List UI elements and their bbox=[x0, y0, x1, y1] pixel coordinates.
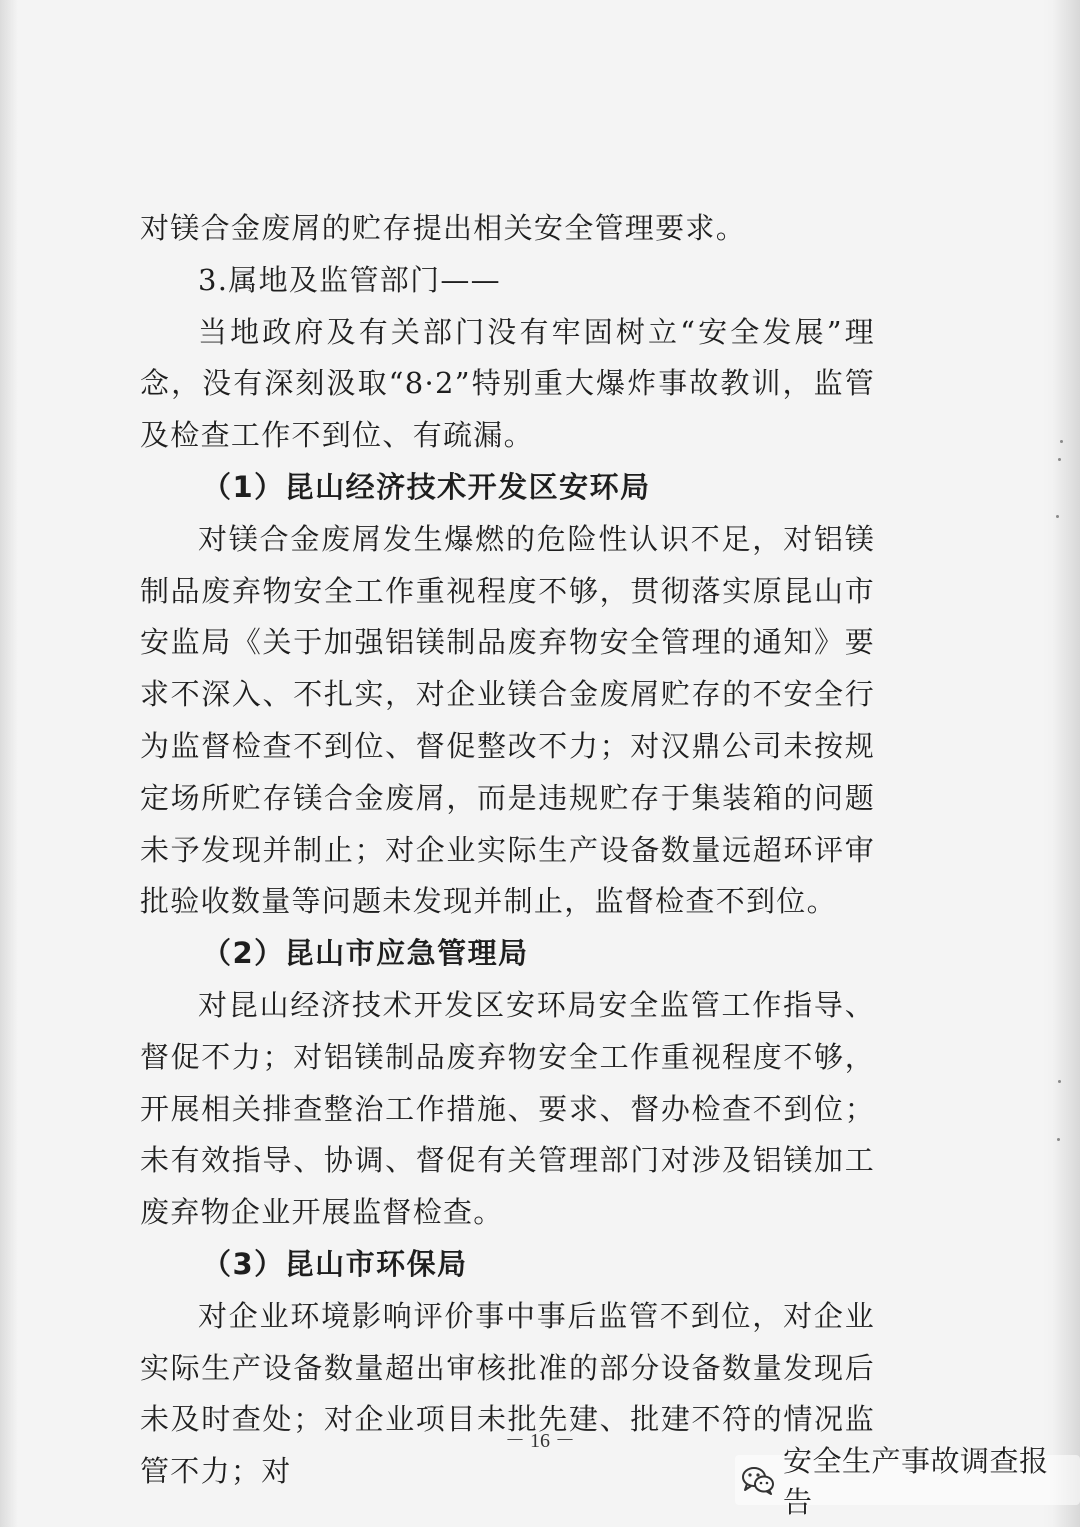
subsection-heading: （2）昆山市应急管理局 bbox=[202, 936, 529, 971]
subsection-heading: （1）昆山经济技术开发区安环局 bbox=[202, 469, 651, 504]
page-number: － 16 － bbox=[505, 1430, 575, 1452]
scan-speck bbox=[1060, 440, 1063, 443]
paragraph: 对企业环境影响评价事中事后监管不到位，对企业实际生产设备数量超出审核批准的部分设备数量发现后未及时查处；对企业项目未批先建、批建不符的情况监管不力；对 bbox=[140, 1298, 875, 1489]
paragraph: 对镁合金废屑的贮存提出相关安全管理要求。 bbox=[140, 211, 747, 245]
scan-speck bbox=[1056, 515, 1059, 518]
scan-speck bbox=[1057, 1138, 1060, 1141]
scan-right-edge bbox=[1040, 0, 1080, 1527]
wechat-watermark bbox=[735, 1444, 1080, 1519]
scan-speck bbox=[1058, 1080, 1061, 1083]
document-body bbox=[140, 203, 875, 1498]
wechat-icon bbox=[741, 1465, 775, 1495]
watermark-text: 安全生产事故调查报告 bbox=[783, 1444, 1049, 1519]
paragraph: 对镁合金废屑发生爆燃的危险性认识不足，对铝镁制品废弃物安全工作重视程度不够，贯彻落实原昆山市安监局《关于加强铝镁制品废弃物安全管理的通知》要求不深入、不扎实，对企业镁合金废屑贮存的不安全行为监督检查不到位、督促整改不力；对汉鼎公司未按规定场所贮存镁合金废屑，而是违规贮存于集装箱的问题未予发现并制止；对企业实际生产设备数量远超环评审批验收数量等问题未发现并制止，监督检查不到位。 bbox=[140, 521, 875, 919]
scan-left-edge bbox=[0, 0, 18, 1527]
subsection-heading: （3）昆山市环保局 bbox=[202, 1246, 468, 1281]
paragraph: 对昆山经济技术开发区安环局安全监管工作指导、督促不力；对铝镁制品废弃物安全工作重视程度不够，开展相关排查整治工作措施、要求、督办检查不到位；未有效指导、协调、督促有关管理部门对涉及铝镁加工废弃物企业开展监督检查。 bbox=[140, 987, 875, 1230]
section-title: 3.属地及监管部门—— bbox=[198, 262, 501, 297]
scan-speck bbox=[1058, 458, 1061, 461]
paragraph: 当地政府及有关部门没有牢固树立“安全发展”理念，没有深刻汲取“8·2”特别重大爆炸事故教训，监管及检查工作不到位、有疏漏。 bbox=[140, 314, 875, 453]
